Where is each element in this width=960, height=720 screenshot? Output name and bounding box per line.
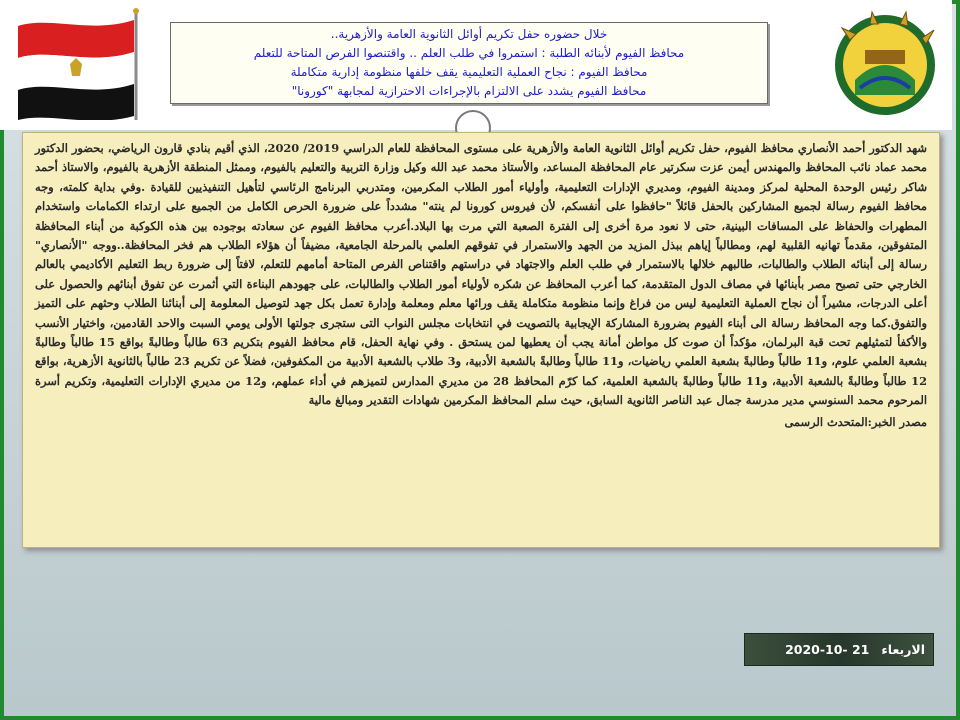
- governorate-logo-icon: [830, 10, 940, 120]
- article-body: شهد الدكتور أحمد الأنصاري محافظ الفيوم، حفل تكريم أوائل الثانوية العامة والأزهرية على مستوى المحافظة للعام الدراسي 2019/ 2020، الذي أقيم بنادي قارون الرياضي، بحضور الدكتور محمد عماد نائب المحافظ والمهندس أيمن عزت سكرتير عام المحافظة المساعد، والأستاذ محمد عبد الله وكيل وزارة التربية والتعليم بالفيوم، وممثل المنطقة الأزهرية بالفيوم، والاستاذ أحمد شاكر رئيس الوحدة المحلية لمركز ومدينة الفيوم، ومديري الإدارات التعليمية، وأولياء أمور الطلاب المكرمين، ومتدربي البرنامج الرئاسي لتأهيل التنفيذيين للقيادة .وفي بداية كلمته، وجه محافظ الفيوم رسالة لجميع المشاركين بالحفل قائلاً "حافظوا على أنفسكم، لأن فيروس كورونا لم ينته" مشدداً على ضرورة الحرص الكامل من الجميع على ارتداء الكمامات واستخدام المطهرات والحفاظ على المسافات البينية، حتى لا نعود مرة أخرى إلى الفترة الصعبة التي مرت بها البلاد.أعرب محافظ الفيوم عن سعادته بوجوده بين هذه الكوكبة من أبناء المحافظة المتفوقين، مقدماً تهانيه القلبية لهم، ومطالباً إياهم ببذل المزيد من الجهد والاستمرار في تفوقهم العلمي بالمرحلة الجامعية، مضيفاً أن هؤلاء الطلاب هم فخر المحافظة..ووجه "الأنصاري" رسالة إلى أبنائه الطلاب والطالبات، طالبهم خلالها بالاستمرار في طلب العلم والاجتهاد في دراستهم واقتناص الفرص المتاحة أمامهم للتعلم، لافتاً إلى ضرورة ربط التعليم الأكاديمي بالعالم الخارجي حتى تصبح مصر بأبنائها في مصاف الدول المتقدمة، كما أعرب المحافظ عن شكره لأولياء أمور الطلاب والطالبات، على جهودهم البناءة التي أثمرت عن تفوق أبنائهم والحصول على أعلى الدرجات، مشيراً أن نجاح العملية التعليمية ليس من فراغ وإنما منظومة متكاملة يقف ورائها معلم ومعلمة وإدارة تعمل بكل جهد لتوصيل المعلومة إلى أبنائنا الطلاب وحثهم على التميز والتفوق.كما وجه المحافظ رسالة الى أبناء الفيوم بضرورة المشاركة الإيجابية بالتصويت في انتخابات مجلس النواب التى ستجرى جولتها الأولى يومي السبت والاحد القادمين، واختيار الأنسب والأكفأ لتمثيلهم تحت قبة البرلمان، مؤكداً أن صوت كل مواطن أمانة يجب أن يعطيها لمن يستحق . وفي نهاية الحفل، قام محافظ الفيوم بتكريم 63 طالباً وطالبةً بواقع 15 طالباً وطالبةً بشعبة العلمي علوم، و11 طالباً وطالبةً بشعبة العلمي رياضيات، و11 طالباً وطالبةً بالشعبة الأدبية، و3 طلاب بالشعبة الأدبية من المكفوفين، فضلاً عن تكريم 23 طالباً بالثانوية الأزهرية، بواقع 12 طالباً وطالبةً بالشعبة الأدبية، و11 طالباً وطالبةً بالشعبة العلمية، كما كرّم المحافظ 28 من مديري المدارس لتميزهم في أداء عملهم، و12 من مديري الإدارات التعليمية، وتكريم أسرة المرحوم محمد السنوسي مدير مدرسة جمال عبد الناصر الثانوية السابق، حيث سلم المحافظ المكرمين شهادات التقدير ومبالغ مالية: [35, 141, 928, 408]
- headline-line: خلال حضوره حفل تكريم أوائل الثانوية العامة والأزهرية..: [330, 27, 608, 41]
- date-bar: [744, 633, 934, 666]
- date-day: الاربعاء: [881, 642, 925, 657]
- article-source: مصدر الخبر:المتحدث الرسمى: [784, 414, 927, 429]
- headline-line: محافظ الفيوم : نجاح العملية التعليمية يقف خلفها منظومة إدارية متكاملة: [290, 65, 648, 79]
- headline-line: محافظ الفيوم يشدد على الالتزام بالإجراءات الاحترازية لمجابهة "كورونا": [291, 84, 647, 98]
- egypt-flag-icon: [10, 8, 142, 120]
- article-box: [22, 132, 940, 548]
- headline-line: محافظ الفيوم لأبنائه الطلبة : استمروا في طلب العلم .. واقتنصوا الفرص المتاحة للتعلم: [253, 46, 685, 60]
- headline-box: [170, 22, 768, 104]
- date-value: 2020-10- 21: [785, 642, 870, 657]
